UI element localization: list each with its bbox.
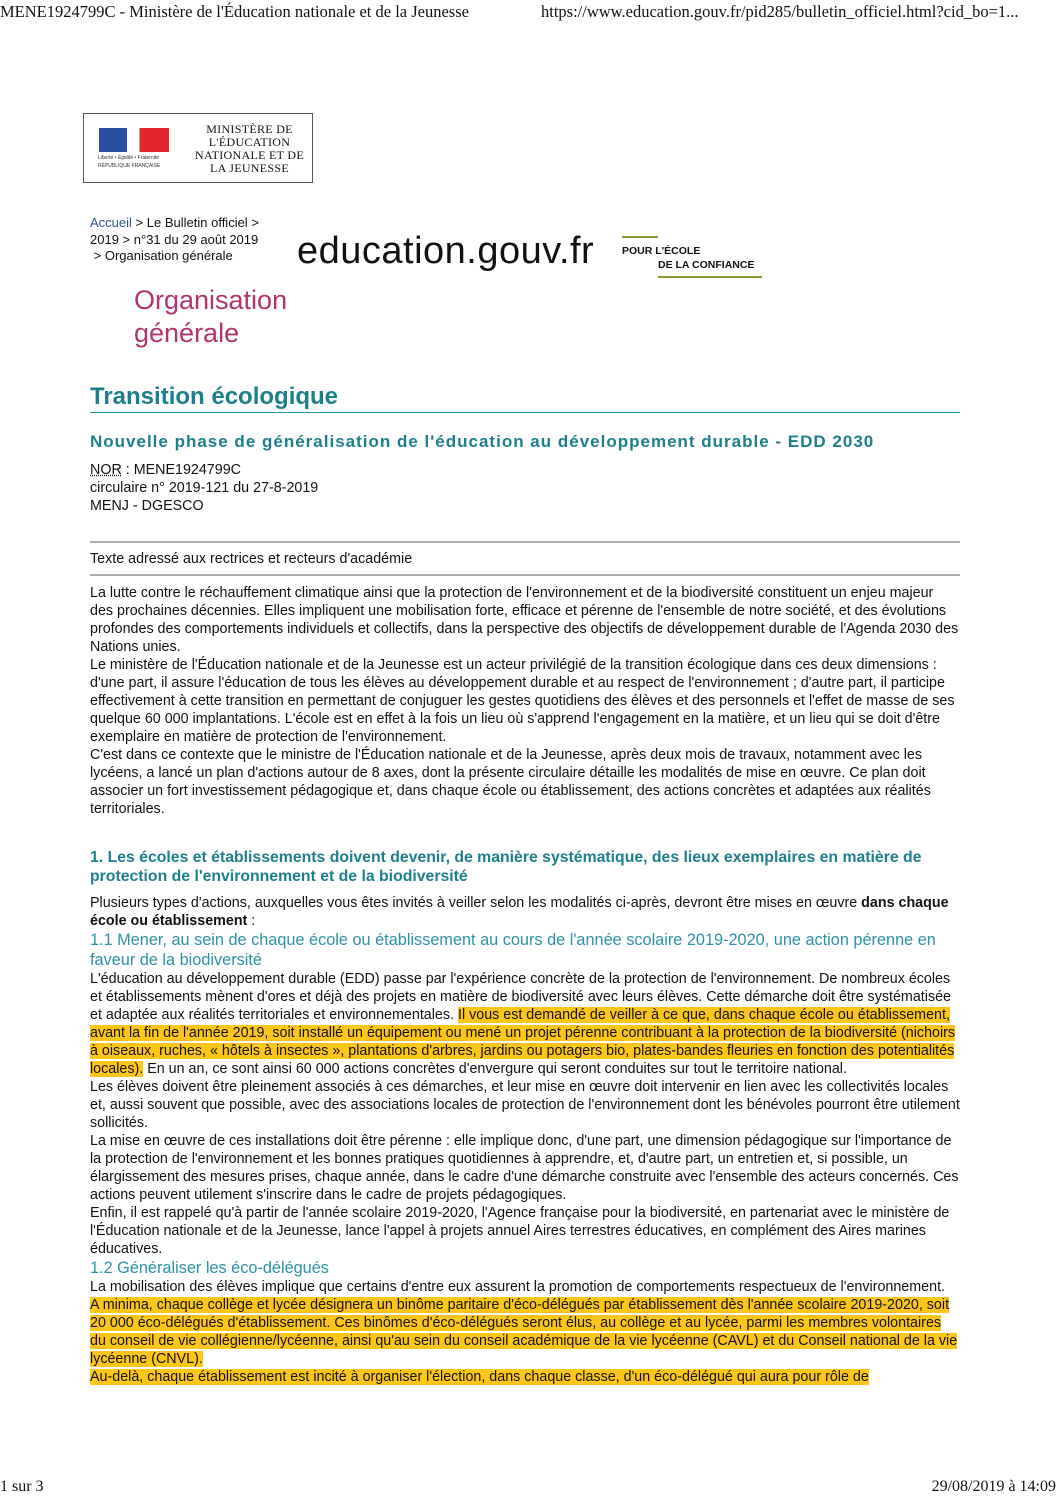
print-header-url: https://www.education.gouv.fr/pid285/bulletin_officiel.html?cid_bo=1... (541, 2, 1019, 21)
paragraph: L'éducation au développement durable (EDD) passe par l'expérience concrète de la protection de l'environnement. De nombreux écoles et établissements mènent d'ores et déjà des projets en matière de biodiversité avec leurs élèves. Cette démarche doit être systématisée et adaptée aux réalités territoriales et environnementales. Il vous est demandé de veiller à ce que, dans chaque école ou établissement, avant la fin de l'année 2019, soit installé un équipement ou mené un projet pérenne contribuant à la protection de la biodiversité (nichoirs à oiseaux, ruches, « hôtels à insectes », plantations d'arbres, jardins ou potagers bio, plates-bandes fleuries en fonction des potentialités locales). En un an, ce sont ainsi 60 000 actions concrètes d'envergure qui seront conduites sur tout le territoire national. (90, 971, 956, 1077)
breadcrumb-sep: > (251, 215, 259, 230)
paragraph: La mise en œuvre de ces installations doit être pérenne : elle implique donc, d'une part, une dimension pédagogique sur l'importance de la protection de l'environnement et les bonnes pratiques quotidiennes à apprendre, et, d'autre part, un entretien et, si possible, un élargissement des mesures prises, chaque année, dans le cadre d'une démarche construite avec l'ensemble des acteurs concernés. Ces actions peuvent utilement s'inscrire dans le cadre de projets pédagogiques. (90, 1133, 959, 1203)
addressee: Texte adressé aux rectrices et recteurs d'académie (90, 541, 960, 576)
nor-value: : MENE1924799C (121, 462, 241, 478)
section-1-lead: Plusieurs types d'actions, auxquelles vous êtes invités à veiller selon les modalités ci-après, devront être mises en œuvre dans chaque école ou établissement : (90, 895, 949, 929)
emetteur: MENJ - DGESCO (90, 498, 204, 514)
article-subtitle: Nouvelle phase de généralisation de l'éducation au développement durable - EDD 2030 (90, 432, 875, 451)
breadcrumb-sep: > (122, 231, 131, 247)
intro-paragraph: Le ministère de l'Éducation nationale et de la Jeunesse est un acteur privilégié de la transition écologique dans ces deux dimensions : d'une part, il assure l'éducation de tous les élèves au développement durable et au respect de l'environnement ; d'autre part, il participe effectivement à cette transition en permettant de conjuguer les gestes quotidiens des élèves et des personnels et l'effet de masse de ses quelque 60 000 implantations. L'école est en effet à la fois un lieu où s'apprend l'engagement en la matière, et un lieu qui se doit d'être exemplaire en matière de protection de l'environnement. (90, 657, 955, 745)
breadcrumb-item[interactable]: 2019 (90, 231, 119, 247)
slogan-line-1: POUR L'ÉCOLE (622, 245, 701, 257)
intro-paragraph: La lutte contre le réchauffement climatique ainsi que la protection de l'environnement et de la biodiversité constituent un enjeu majeur des prochaines décennies. Elles impliquent une mobilisation forte, efficace et pérenne de l'ensemble de notre société, et des évolutions profondes des comportements individuels et collectifs, dans la perspective des objectifs de développement durable de l'Agenda 2030 des Nations unies. (90, 585, 959, 655)
intro-paragraph: C'est dans ce contexte que le ministre de l'Éducation nationale et de la Jeunesse, après deux mois de travaux, notamment avec les lycéens, a lancé un plan d'actions autour de 8 axes, dont la présente circulaire détaille les modalités de mise en œuvre. Ce plan doit associer un fort investissement pédagogique et, dans chaque école ou établissement, des actions concrètes et adaptées aux réalités territoriales. (90, 747, 931, 817)
print-header-title: MENE1924799C - Ministère de l'Éducation nationale et de la Jeunesse (0, 2, 469, 21)
slogan-line-2: DE LA CONFIANCE (658, 259, 755, 271)
article-meta (90, 461, 960, 515)
breadcrumb-sep: > (135, 215, 144, 230)
ministry-logo[interactable] (83, 113, 313, 183)
highlighted-text: Au-delà, chaque établissement est incité à organiser l'élection, dans chaque classe, d'un éco-délégué qui aura pour rôle de (90, 1369, 869, 1385)
breadcrumb-item[interactable]: Organisation générale (104, 248, 233, 263)
paragraph: Les élèves doivent être pleinement associés à ces démarches, et leur mise en œuvre doit intervenir en lien avec les collectivités locales et, aussi souvent que possible, avec des associations locales de protection de l'environnement dont les bénévoles pourront être utilement sollicités. (90, 1079, 960, 1131)
highlighted-text: A minima, chaque collège et lycée désignera un binôme paritaire d'éco-délégués par établissement dès l'année scolaire 2019-2020, soit 20 000 éco-délégués d'établissement. Ces binômes d'éco-délégués seront élus, au collège et au lycée, parmi les membres volontaires du conseil de vie collégienne/lycéenne, ainsi qu'au sein du conseil académique de la vie lycéenne (CAVL) et du Conseil national de la vie lycéenne (CNVL). (90, 1297, 958, 1367)
logo-ministere-text: MINISTÈRE DE L'ÉDUCATION NATIONALE ET DE LA JEUNESSE (195, 122, 304, 175)
breadcrumb-sep: > (93, 248, 102, 263)
breadcrumb-item[interactable]: n°31 du 29 août 2019 (133, 231, 259, 247)
rubrique-title: Organisation générale (134, 285, 288, 348)
article (90, 382, 960, 1386)
paragraph (90, 1368, 960, 1386)
marianne-flag-icon (99, 128, 169, 152)
site-slogan (622, 236, 764, 282)
circulaire: circulaire n° 2019-121 du 27-8-2019 (90, 480, 319, 496)
section-1-1-heading: 1.1 Mener, au sein de chaque école ou établissement au cours de l'année scolaire 2019-2020, une action pérenne en faveur de la biodiversité (90, 931, 936, 969)
section-1-heading: 1. Les écoles et établissements doivent devenir, de manière systématique, des lieux exemplaires en matière de protection de l'environnement et de la biodiversité (90, 849, 922, 885)
page-title: Transition écologique (90, 382, 960, 413)
paragraph (90, 1296, 960, 1368)
print-footer-page: 1 sur 3 (0, 1478, 44, 1495)
breadcrumb-home-link[interactable]: Accueil (90, 215, 132, 230)
nor-abbr: NOR (90, 462, 122, 478)
print-footer-datetime: 29/08/2019 à 14:09 (931, 1478, 1056, 1495)
breadcrumb-item[interactable]: Le Bulletin officiel (146, 215, 248, 230)
section-1-2-heading: 1.2 Généraliser les éco-délégués (90, 1259, 329, 1277)
breadcrumb (90, 215, 290, 265)
highlighted-text: Il vous est demandé de veiller à ce que, dans chaque école ou établissement, avant la fin de l'année 2019, soit installé un équipement ou mené un projet pérenne contribuant à la protection de la biodiversité (nichoirs à oiseaux, ruches, « hôtels à insectes », plantations d'arbres, jardins ou potagers bio, plates-bandes fleuries en fonction des potentialités locales). (90, 1007, 956, 1077)
logo-devise: Liberté • Égalité • Fraternité RÉPUBLIQUE FRANÇAISE (98, 155, 161, 169)
paragraph: Enfin, il est rappelé qu'à partir de l'année scolaire 2019-2020, l'Agence française pour la biodiversité, en partenariat avec le ministère de l'Éducation nationale et de la Jeunesse, lance l'appel à projets annuel Aires terrestres éducatives, en complément des Aires marines éducatives. (90, 1205, 950, 1257)
site-name[interactable]: education.gouv.fr (297, 230, 595, 272)
paragraph: La mobilisation des élèves implique que certains d'entre eux assurent la promotion de comportements respectueux de l'environnement. (90, 1279, 946, 1295)
